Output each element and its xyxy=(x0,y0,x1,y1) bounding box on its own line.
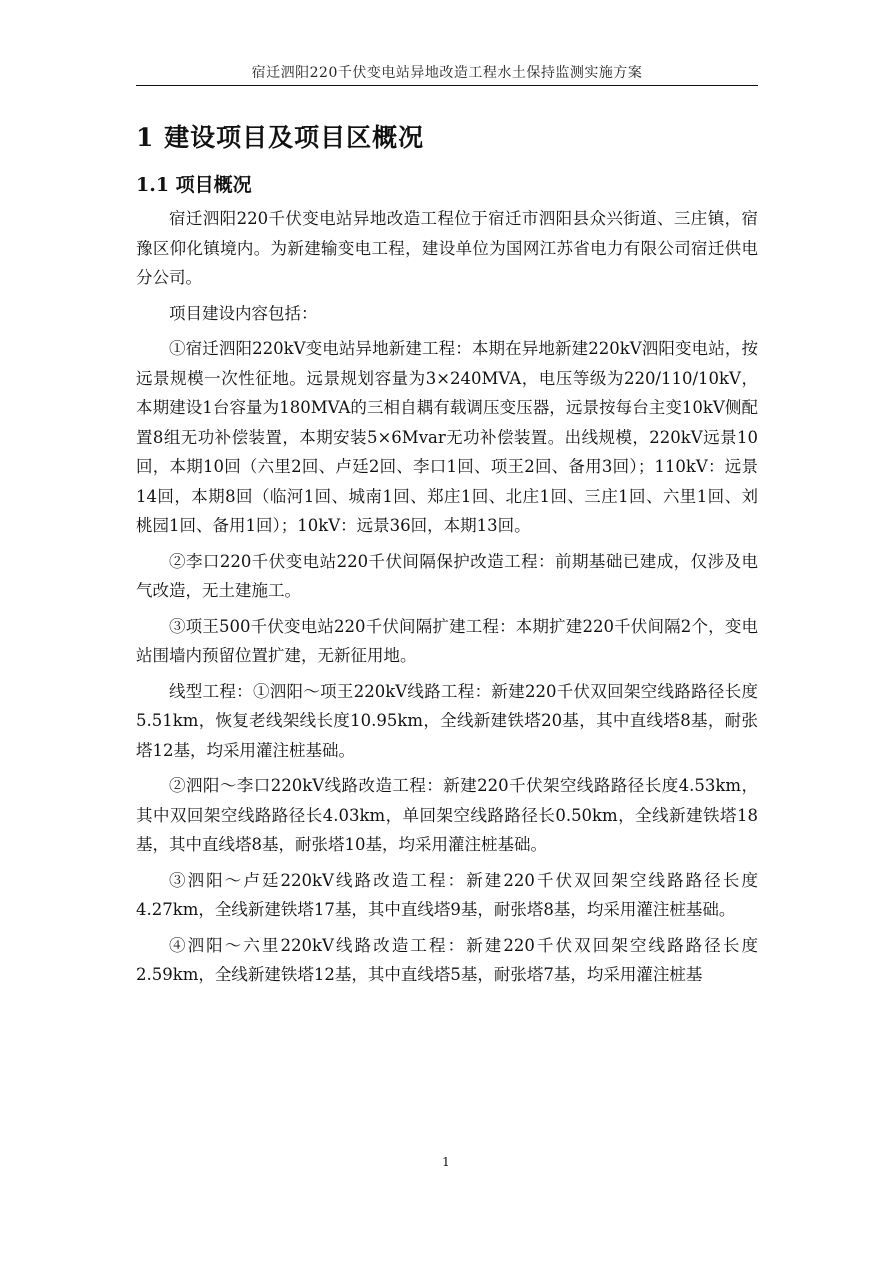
paragraph-scope-intro: 项目建设内容包括： xyxy=(169,303,318,323)
running-header: 宿迁泗阳220千伏变电站异地改造工程水土保持监测实施方案 xyxy=(251,65,643,81)
section-title: 1.1 项目概况 xyxy=(136,174,252,196)
paragraph-line-liuli: ④泗阳～六里220kV线路改造工程：新建220千伏双回架空线路路径长度2.59km，全线新建铁塔12基，其中直线塔5基，耐张塔7基，均采用灌注桩基 xyxy=(136,935,758,984)
header-rule xyxy=(136,85,758,86)
paragraph-line-likou: ②泗阳～李口220kV线路改造工程：新建220千伏架空线路路径长度4.53km，其中双回架空线路路径长4.03km，单回架空线路路径长0.50km，全线新建铁塔18基，其中直线塔8基，耐张塔10基，均采用灌注桩基础。 xyxy=(136,776,758,854)
page-number: 1 xyxy=(442,1155,450,1169)
page-body xyxy=(136,118,758,996)
paragraph-xiangwang-bay: ③项王500千伏变电站220千伏间隔扩建工程：本期扩建220千伏间隔2个，变电站围墙内预留位置扩建，无新征用地。 xyxy=(136,616,758,665)
chapter-title: 1 建设项目及项目区概况 xyxy=(136,123,425,152)
paragraph-project-location: 宿迁泗阳220千伏变电站异地改造工程位于宿迁市泗阳县众兴街道、三庄镇，宿豫区仰化镇境内。为新建输变电工程，建设单位为国网江苏省电力有限公司宿迁供电分公司。 xyxy=(136,209,758,287)
paragraph-line-xiangwang: 线型工程：①泗阳～项王220kV线路工程：新建220千伏双回架空线路路径长度5.51km，恢复老线架线长度10.95km，全线新建铁塔20基，其中直线塔8基，耐张塔12基，均采用灌注桩基础。 xyxy=(136,681,758,760)
paragraph-likou-protection: ②李口220千伏变电站220千伏间隔保护改造工程：前期基础已建成，仅涉及电气改造，无土建施工。 xyxy=(136,551,758,600)
paragraph-substation-new: ①宿迁泗阳220kV变电站异地新建工程：本期在异地新建220kV泗阳变电站，按远景规模一次性征地。远景规划容量为3×240MVA，电压等级为220/110/10kV，本期建设1台容量为180MVA的三相自耦有载调压变压器，远景按每台主变10kV侧配置8组无功补偿装置，本期安装5×6Mvar无功补偿装置。出线规模，220kV远景10回，本期10回（六里2回、卢廷2回、李口1回、项王2回、备用3回）；110kV：远景14回，本期8回（临河1回、城南1回、郑庄1回、北庄1回、三庄1回、六里1回、刘桃园1回、备用1回）；10kV：远景36回，本期13回。 xyxy=(136,339,758,535)
paragraph-line-luting: ③泗阳～卢廷220kV线路改造工程：新建220千伏双回架空线路路径长度4.27km，全线新建铁塔17基，其中直线塔9基，耐张塔8基，均采用灌注桩基础。 xyxy=(136,870,758,919)
